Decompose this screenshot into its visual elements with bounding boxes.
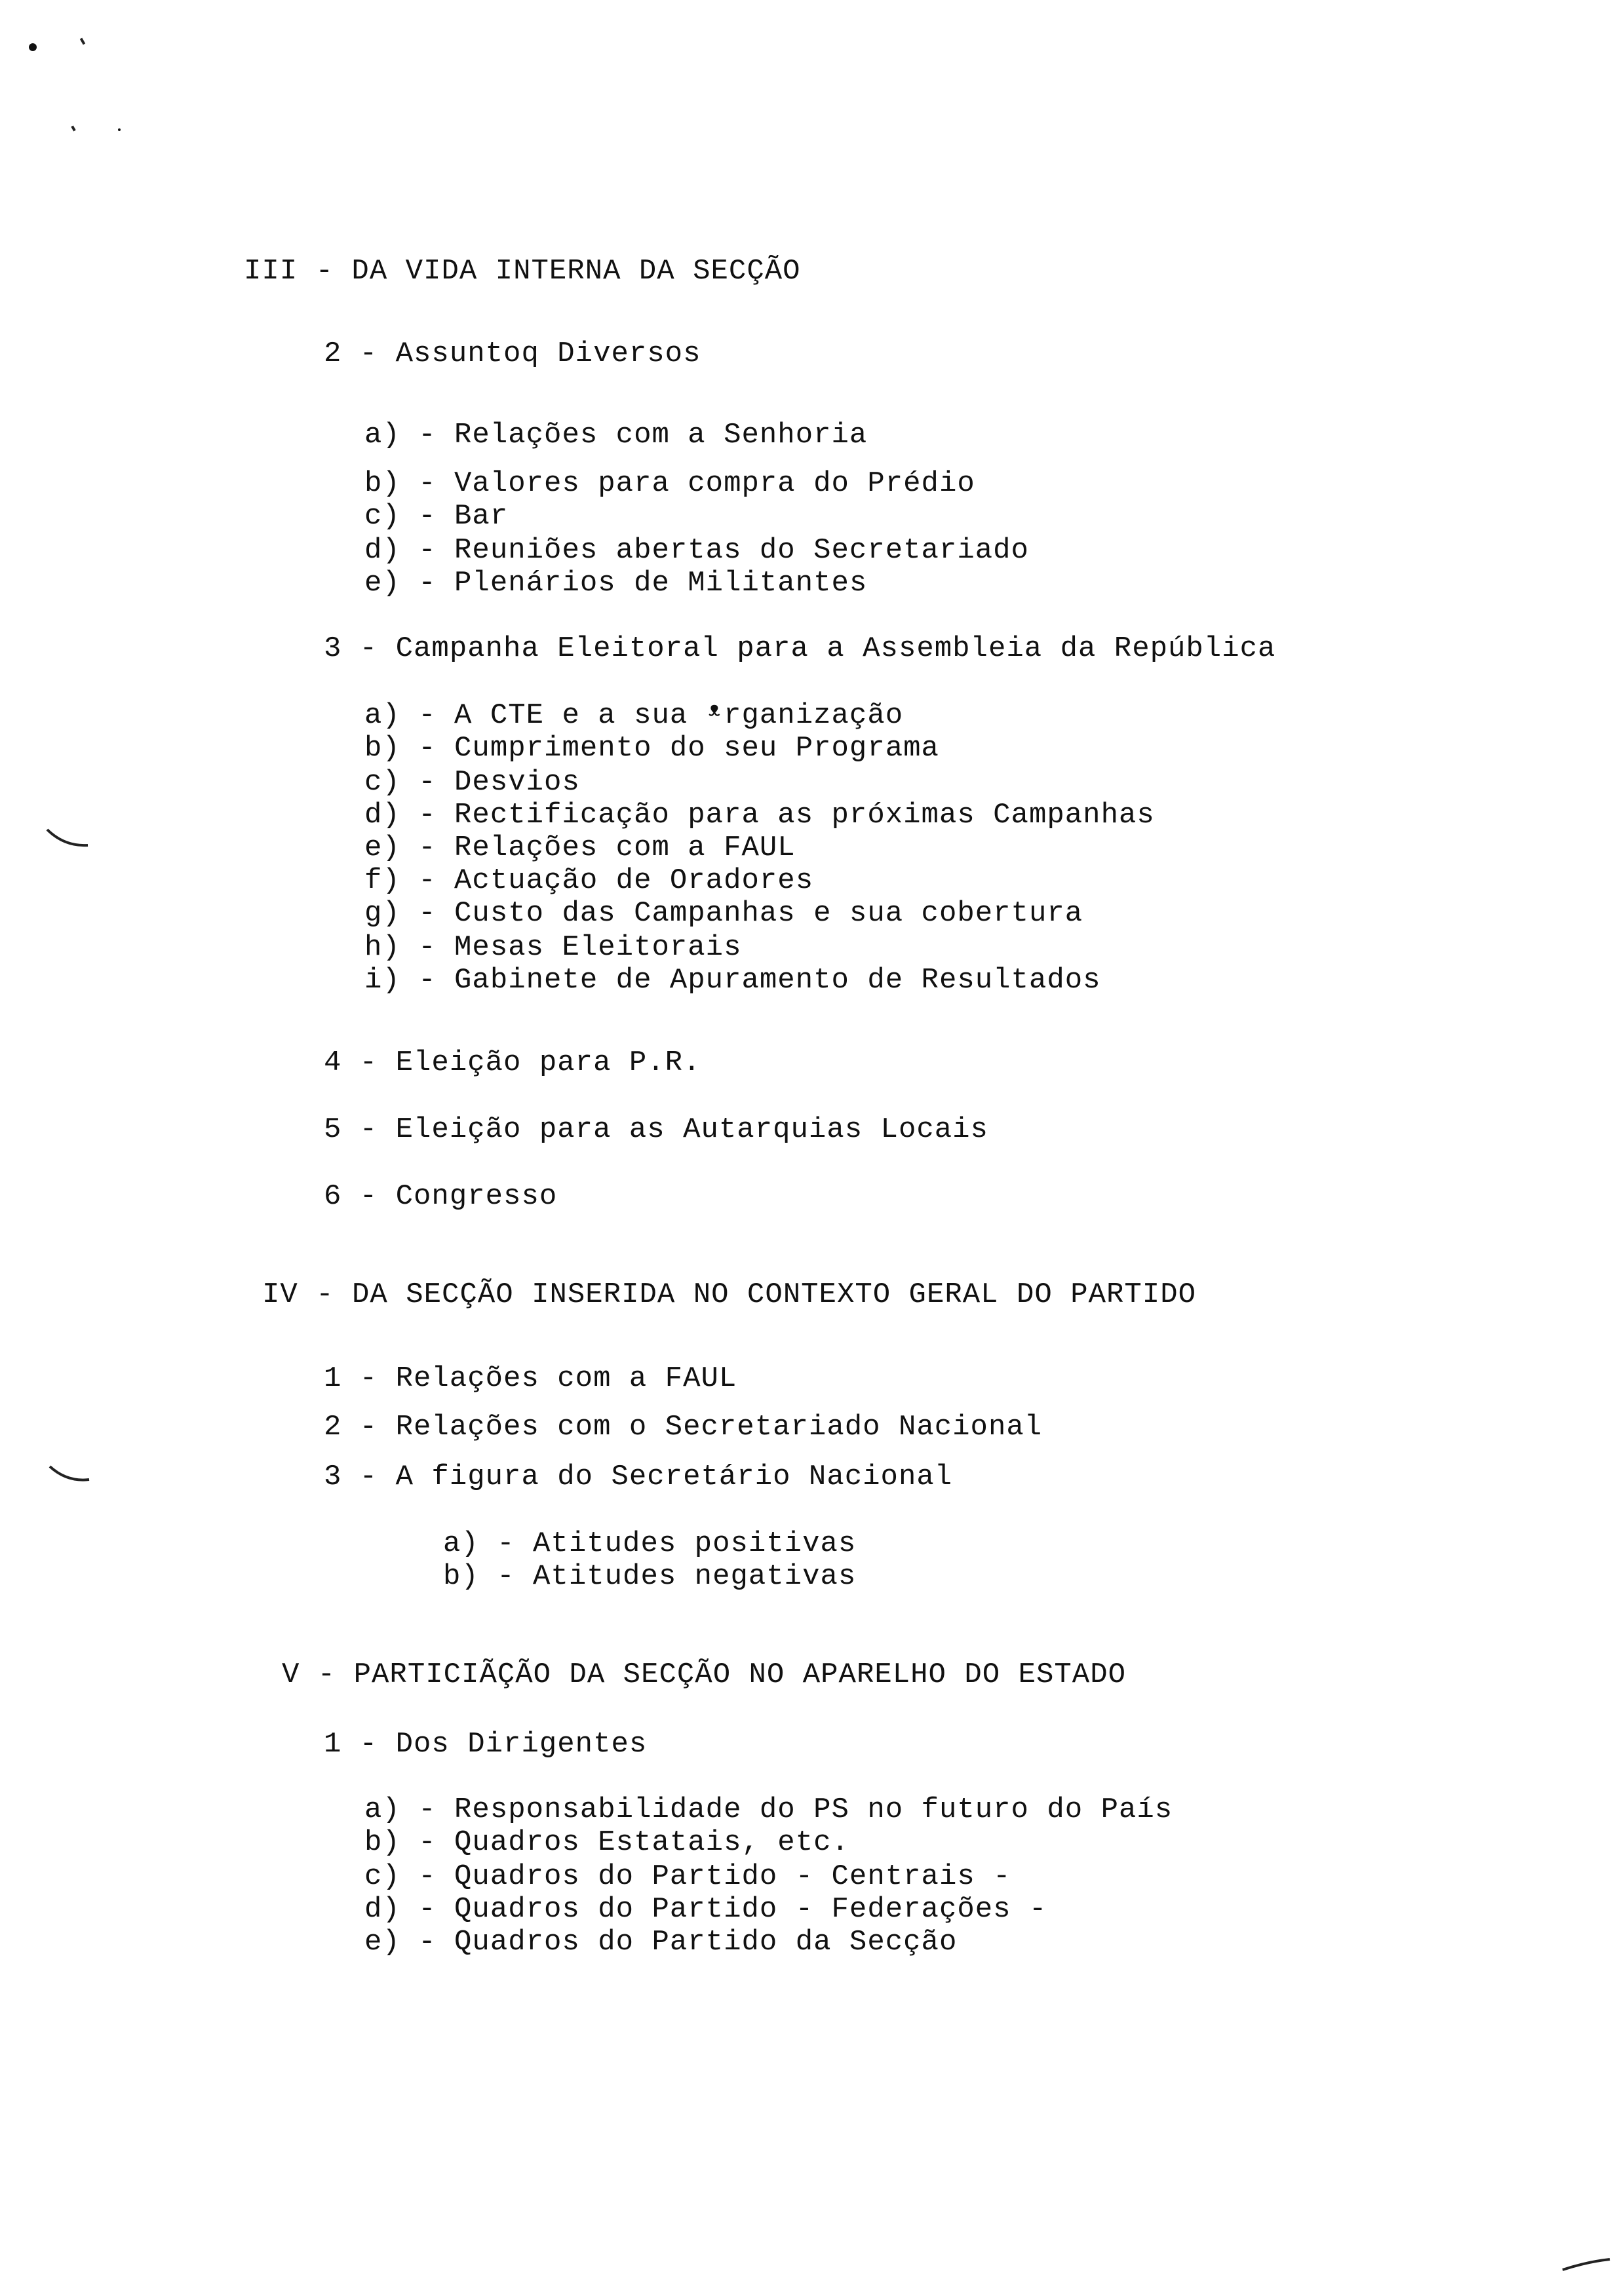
item-heading-campanha-eleitoral: 3 - Campanha Eleitoral para a Assembleia da República — [324, 632, 1276, 665]
list-item: c) - Desvios — [364, 766, 580, 799]
margin-curve-mark — [45, 827, 90, 849]
item-heading-eleicao-pr: 4 - Eleição para P.R. — [324, 1046, 701, 1079]
item-heading-congresso: 6 - Congresso — [324, 1180, 558, 1213]
list-item: h) - Mesas Eleitorais — [364, 931, 742, 964]
item-heading-figura-secretario: 3 - A figura do Secretário Nacional — [324, 1461, 953, 1493]
list-item: g) - Custo das Campanhas e sua cobertura — [364, 897, 1083, 930]
list-item: a) - Relações com a Senhoria — [364, 419, 868, 451]
section-heading-iii: III - DA VIDA INTERNA DA SECÇÃO — [244, 255, 801, 288]
corner-dot-mark — [29, 43, 37, 51]
list-item: a) - Atitudes positivas — [443, 1527, 857, 1560]
list-item: f) - Actuação de Oradores — [364, 864, 814, 897]
bottom-corner-mark — [1560, 2254, 1612, 2274]
list-item: a) - Responsabilidade do PS no futuro do País — [364, 1793, 1173, 1826]
item-heading-assuntos-diversos: 2 - Assuntoq Diversos — [324, 337, 701, 370]
item-heading-eleicao-autarquias: 5 - Eleição para as Autarquias Locais — [324, 1113, 988, 1146]
corner-dot-mark-2 — [118, 128, 121, 131]
item-heading-relacoes-secretariado: 2 - Relações com o Secretariado Nacional — [324, 1411, 1043, 1444]
list-item: e) - Plenários de Militantes — [364, 567, 868, 600]
section-heading-v: V - PARTICIÃÇÃO DA SECÇÃO NO APARELHO DO ESTADO — [282, 1658, 1127, 1691]
list-item: b) - Valores para compra do Prédio — [364, 467, 975, 500]
list-item: b) - Atitudes negativas — [443, 1560, 857, 1593]
list-item: e) - Quadros do Partido da Secção — [364, 1926, 958, 1959]
list-item: d) - Rectificação para as próximas Campanhas — [364, 799, 1155, 832]
margin-curve-mark-2 — [47, 1463, 93, 1485]
list-item: d) - Quadros do Partido - Federações - — [364, 1893, 1047, 1926]
item-heading-dos-dirigentes: 1 - Dos Dirigentes — [324, 1728, 648, 1761]
list-item: c) - Bar — [364, 500, 509, 533]
list-item: i) - Gabinete de Apuramento de Resultados — [364, 964, 1101, 997]
item-heading-relacoes-faul: 1 - Relações com a FAUL — [324, 1362, 737, 1395]
section-heading-iv: IV - DA SECÇÃO INSERIDA NO CONTEXTO GERAL DO PARTIDO — [262, 1278, 1197, 1311]
list-item: d) - Reuniões abertas do Secretariado — [364, 534, 1029, 567]
list-item: e) - Relações com a FAUL — [364, 832, 796, 864]
corner-tick-mark-2 — [71, 126, 75, 132]
corner-tick-mark — [80, 38, 85, 45]
list-item: a) - A CTE e a sua ᵜrganização — [364, 699, 904, 732]
list-item: b) - Quadros Estatais, etc. — [364, 1826, 849, 1859]
list-item: b) - Cumprimento do seu Programa — [364, 732, 939, 765]
list-item: c) - Quadros do Partido - Centrais - — [364, 1860, 1011, 1893]
